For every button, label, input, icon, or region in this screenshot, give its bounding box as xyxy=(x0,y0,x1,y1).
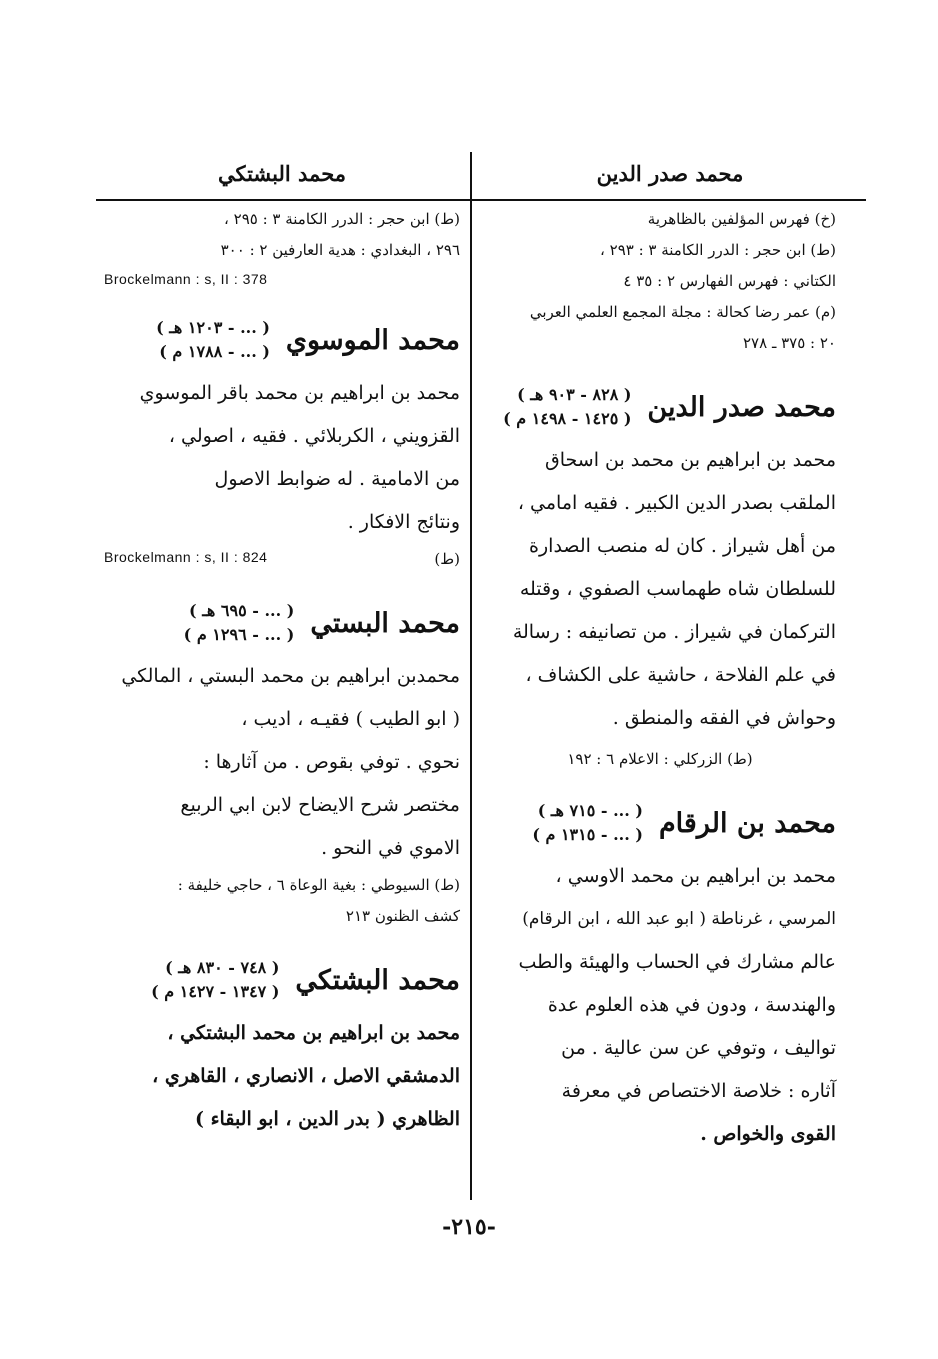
reference-line: ٢٩٦ ، البغدادي : هدية العارفين ٢ : ٣٠٠ xyxy=(220,241,460,259)
body-line: محمد بن ابراهيم بن محمد الاوسي ، xyxy=(555,865,836,887)
body-line: ونتائج الافكار . xyxy=(347,511,460,533)
gregorian-dates: ( ١٣٤٧ - ١٤٢٧ م ) xyxy=(151,982,280,1001)
running-header-left: محمد البشتكي xyxy=(217,160,347,186)
body-line: الدمشقي الاصل ، الانصاري ، القاهري ، xyxy=(152,1065,460,1087)
body-line: آثاره : خلاصة الاختصاص في معرفة xyxy=(561,1080,836,1102)
left-column xyxy=(104,204,460,1141)
entry-heading xyxy=(104,956,460,1004)
hijri-dates: ( ٧٤٨ - ٨٣٠ هـ ) xyxy=(165,958,280,977)
entry-body xyxy=(104,372,460,544)
body-line: محمد بن ابراهيم بن محمد باقر الموسوي xyxy=(139,382,460,404)
body-line: مختصر شرح الايضاح لابن ابي الربيع xyxy=(180,794,460,816)
body-line: الملقب بصدر الدين الكبير . فقيه امامي ، xyxy=(517,492,836,514)
entry-body xyxy=(484,855,836,1156)
entry-reference xyxy=(104,870,460,932)
reference-mark: (ط) xyxy=(434,550,460,568)
gregorian-dates: ( ... - ١٧٨٨ م ) xyxy=(159,342,270,361)
entry-heading xyxy=(104,599,460,647)
body-line: وحواش في الفقه والمنطق . xyxy=(612,707,836,729)
body-line: التركمان في شيراز . من تصانيفه : رسالة xyxy=(512,621,836,643)
body-line: الظاهري ( بدر الدين ، ابو البقاء ) xyxy=(195,1108,460,1130)
hijri-dates: ( ٨٢٨ - ٩٠٣ هـ ) xyxy=(517,385,632,404)
entry-dates xyxy=(151,956,279,1004)
entry-name: محمد البشتكي xyxy=(295,964,460,996)
body-line: من الامامية . له ضوابط الاصول xyxy=(214,468,460,490)
header-rule xyxy=(96,199,866,201)
column-divider xyxy=(470,152,472,1200)
body-line: من أهل شيراز . كان له منصب الصدارة xyxy=(529,535,836,557)
right-column xyxy=(484,204,836,1156)
gregorian-dates: ( ... - ١٢٩٦ م ) xyxy=(183,625,295,644)
entry-dates xyxy=(156,316,270,364)
latin-reference: Brockelmann : s, II : 378 xyxy=(104,271,268,287)
latin-reference: Brockelmann : s, II : 824 xyxy=(104,549,268,565)
reference-line: (ط) السيوطي : بغية الوعاة ٦ ، حاجي خليفة : xyxy=(177,876,460,894)
reference-line: (خ) فهرس المؤلفين بالظاهرية xyxy=(647,210,836,228)
body-line: عالم مشارك في الحساب والهيئة والطب xyxy=(518,951,836,973)
body-line: تواليف ، وتوفي عن سن عالية . من xyxy=(561,1037,836,1059)
gregorian-dates: ( ... - ١٣١٥ م ) xyxy=(532,825,643,844)
body-line: الاموي في النحو . xyxy=(321,837,460,859)
reference-line: (ط) ابن حجر : الدرر الكامنة ٣ : ٢٩٣ ، xyxy=(600,241,836,259)
body-line: محمد بن ابراهيم بن محمد البشتكي ، xyxy=(167,1022,460,1044)
reference-line: (ط) ابن حجر : الدرر الكامنة ٣ : ٢٩٥ ، xyxy=(224,210,460,228)
reference-line: ٢٠ : ٣٧٥ ـ ٢٧٨ xyxy=(743,334,836,352)
hijri-dates: ( ... - ٧١٥ هـ ) xyxy=(537,801,643,820)
references-top xyxy=(484,204,836,359)
entry-dates xyxy=(503,383,631,431)
entry-name: محمد الموسوي xyxy=(285,324,460,356)
gregorian-dates: ( ١٤٢٥ - ١٤٩٨ م ) xyxy=(503,409,632,428)
entry-dates xyxy=(532,799,643,847)
entry-body xyxy=(104,655,460,870)
hijri-dates: ( ... - ١٢٠٣ هـ ) xyxy=(156,318,270,337)
entry-heading xyxy=(484,383,836,431)
body-line: للسلطان شاه طهماسب الصفوي ، وقتله xyxy=(519,578,836,600)
references-top xyxy=(104,204,460,266)
reference-line: الكتاني : فهرس الفهارس ٢ : ٣٥ ٤ xyxy=(623,272,836,290)
body-line: نحوي . توفي بقوص . من آثارها : xyxy=(203,751,460,773)
reference-line: كشف الظنون ٢١٣ xyxy=(345,907,460,925)
running-header-right: محمد صدر الدين xyxy=(596,160,744,186)
body-line: المرسي ، غرناطة ( ابو عبد الله ، ابن الرقام) xyxy=(522,909,836,929)
page-number: -٢١٥- xyxy=(442,1214,496,1240)
body-line: والهندسة ، ودون في هذه العلوم عدة xyxy=(547,994,836,1016)
body-line: القزويني ، الكربلائي . فقيه ، اصولي ، xyxy=(168,425,460,447)
entry-heading xyxy=(104,316,460,364)
entry-heading xyxy=(484,799,836,847)
entry-name: محمد البستي xyxy=(310,607,460,639)
entry-body xyxy=(484,439,836,740)
body-line: القوى والخواص . xyxy=(700,1123,836,1145)
hijri-dates: ( ... - ٦٩٥ هـ ) xyxy=(189,601,295,620)
entry-dates xyxy=(184,599,295,647)
entry-name: محمد صدر الدين xyxy=(647,391,836,423)
entry-body xyxy=(104,1012,460,1141)
body-line: في علم الفلاحة ، حاشية على الكشاف ، xyxy=(525,664,836,686)
body-line: محمدبن ابراهيم بن محمد البستي ، المالكي xyxy=(121,665,460,687)
body-line: محمد بن ابراهيم بن محمد بن اسحاق xyxy=(544,449,836,471)
reference-line: (م) عمر رضا كحالة : مجلة المجمع العلمي العربي xyxy=(529,303,836,321)
entry-reference-row xyxy=(104,544,460,575)
body-line: ( ابو الطيب ) فقيـه ، اديب ، xyxy=(241,708,460,730)
entry-name: محمد بن الرقام xyxy=(658,807,836,839)
entry-reference: (ط) الزركلي : الاعلام ٦ : ١٩٢ xyxy=(567,750,753,768)
